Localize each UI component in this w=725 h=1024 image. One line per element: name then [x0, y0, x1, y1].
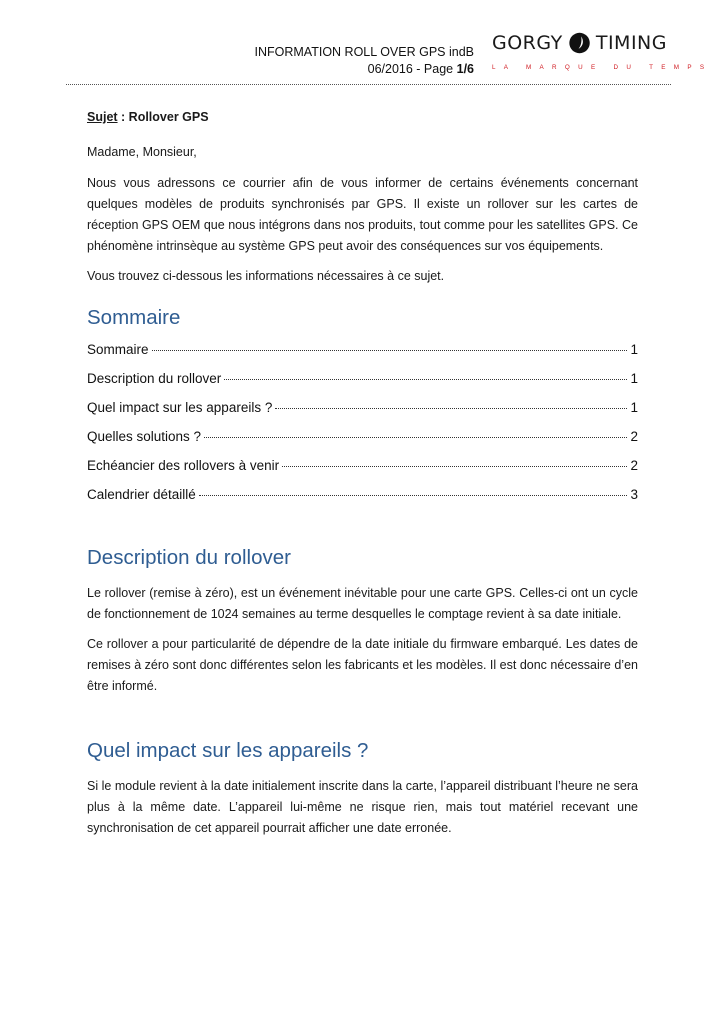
logo-tagline: LA MARQUE DU TEMPS	[492, 64, 713, 71]
toc-entry-page: 2	[630, 429, 638, 444]
toc-dot-leader	[199, 495, 628, 496]
description-paragraph-1: Le rollover (remise à zéro), est un événement inévitable pour une carte GPS. Celles-ci ont un cycle de fonctionnement de 1024 semaines au terme desquelles le comptage revient à sa date initiale.	[87, 586, 638, 621]
logo-word-left: GORGY	[492, 32, 563, 54]
document-body	[87, 108, 638, 848]
logo-word-right: TIMING	[595, 32, 667, 54]
toc-entry-title: Calendrier détaillé	[87, 487, 196, 502]
toc-entry-description[interactable]	[87, 370, 638, 388]
toc-entry-title: Sommaire	[87, 342, 149, 357]
clock-logo-icon	[569, 27, 590, 59]
toc-entry-page: 1	[630, 371, 638, 386]
doc-title: INFORMATION ROLL OVER GPS indB	[254, 45, 474, 59]
gorgy-timing-logo	[492, 26, 713, 76]
description-paragraph-2: Ce rollover a pour particularité de dépendre de la date initiale du firmware embarqué. Les dates de remises à zéro sont donc différentes selon les fabricants et les modèles. Il est donc nécessaire d’en être informé.	[87, 637, 638, 693]
section-heading-impact: Quel impact sur les appareils ?	[87, 739, 369, 762]
salutation: Madame, Monsieur,	[87, 145, 197, 159]
toc-entry-solutions[interactable]	[87, 428, 638, 446]
toc-dot-leader	[152, 350, 628, 351]
page-total: 6	[467, 62, 474, 76]
toc-dot-leader	[282, 466, 627, 467]
toc-dot-leader	[224, 379, 627, 380]
header-divider	[66, 84, 671, 85]
page-indicator	[255, 61, 475, 78]
section-heading-description: Description du rollover	[87, 546, 291, 569]
impact-paragraph-1: Si le module revient à la date initialement inscrite dans la carte, l’appareil distribuant l’heure ne sera plus à la même date. L’appareil lui-même ne risque rien, mais tout matériel recevant une synchronisation de cet appareil pourrait afficher une date erronée.	[87, 779, 638, 835]
toc-entry-calendrier[interactable]	[87, 486, 638, 504]
toc-heading: Sommaire	[87, 306, 181, 329]
toc-dot-leader	[204, 437, 627, 438]
intro-paragraph-2: Vous trouvez ci-dessous les informations nécessaires à ce sujet.	[87, 269, 445, 283]
toc-entry-page: 1	[630, 400, 638, 415]
subject-text: Rollover GPS	[128, 110, 209, 124]
intro-paragraph-1: Nous vous adressons ce courrier afin de vous informer de certains événements concernant quelques modèles de produits synchronisés par GPS. Il existe un rollover sur les cartes de réception GPS OEM que nous intégrons dans nos produits, tout comme pour les satellites GPS. Ce phénomène intrinsèque au système GPS peut avoir des conséquences sur vos équipements.	[87, 176, 638, 253]
page-separator: /	[463, 62, 468, 76]
toc-entry-title: Quel impact sur les appareils ?	[87, 400, 273, 415]
date-page-prefix: 06/2016 - Page	[367, 62, 457, 76]
toc-entry-sommaire[interactable]	[87, 341, 638, 359]
toc-dot-leader	[275, 408, 627, 409]
document-header	[255, 44, 475, 78]
toc-entry-page: 3	[630, 487, 638, 502]
subject-label: Sujet	[87, 110, 118, 124]
toc-entry-title: Description du rollover	[87, 371, 222, 386]
toc-entry-page: 2	[630, 458, 638, 473]
toc-entry-page: 1	[630, 342, 638, 357]
table-of-contents	[87, 341, 638, 504]
toc-entry-echeancier[interactable]	[87, 457, 638, 475]
toc-entry-title: Echéancier des rollovers à venir	[87, 458, 280, 473]
page-current: 1	[456, 62, 464, 76]
toc-entry-impact[interactable]	[87, 399, 638, 417]
toc-entry-title: Quelles solutions ?	[87, 429, 202, 444]
subject-line	[87, 108, 638, 126]
subject-separator: :	[117, 110, 129, 124]
